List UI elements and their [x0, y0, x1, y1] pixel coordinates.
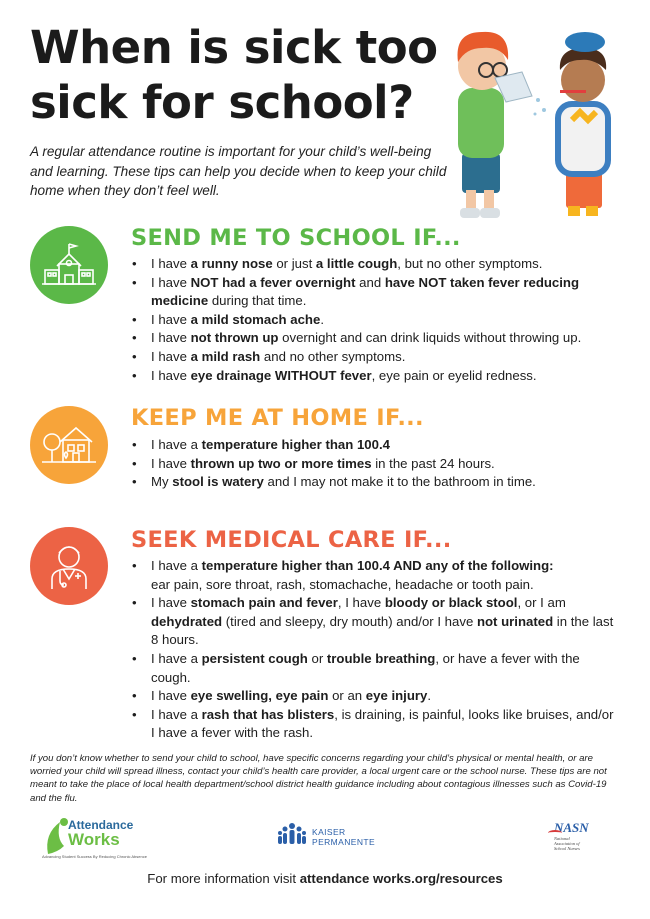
tip-emphasis: NOT had a fever overnight — [190, 274, 356, 290]
keep-at-home-badge — [30, 406, 108, 484]
nasn-sub-line-2: Association of — [554, 841, 580, 846]
tip-item — [132, 311, 617, 330]
footer — [0, 871, 650, 886]
send-to-school-badge — [30, 226, 108, 304]
tip-emphasis: eye swelling, eye pain — [190, 688, 329, 704]
tip-emphasis: bloody or black stool — [384, 595, 518, 611]
tip-text: I have — [151, 311, 191, 327]
tip-emphasis: a little cough — [315, 256, 398, 271]
kaiser-name-line-1: KAISER — [312, 827, 346, 837]
tip-text: , I have — [337, 595, 385, 611]
tip-item — [132, 329, 617, 348]
tip-item — [132, 473, 617, 492]
house-icon — [30, 406, 108, 484]
kaiser-permanente-logo — [277, 822, 377, 852]
tip-emphasis: temperature higher than 100.4 AND any of the following: — [201, 558, 554, 573]
nasn-logo — [548, 820, 608, 860]
tip-text: I have — [151, 348, 191, 364]
nasn-sub-line-3: School Nurses — [554, 846, 580, 851]
boy-sneezing-figure — [458, 32, 547, 218]
tip-text: I have — [151, 256, 191, 271]
tip-text: , or I am — [517, 595, 566, 611]
tip-text: or — [307, 650, 327, 666]
tip-text: and — [355, 274, 385, 290]
tip-text: , but no other symptoms. — [397, 256, 543, 271]
tip-text: (tired and sleepy, dry mouth) and/or I have — [222, 613, 477, 629]
tip-item — [132, 455, 617, 474]
nasn-name: NASN — [554, 820, 589, 835]
tip-text: My — [151, 474, 173, 490]
page-title — [30, 20, 450, 130]
tip-emphasis: persistent cough — [201, 650, 308, 666]
intro-text: A regular attendance routine is important for your child’s well-being and learning. These tips can help you decide when to keep your child home when they don’t feel well. — [30, 144, 447, 198]
tip-text: , eye pain or eyelid redness. — [371, 367, 537, 383]
tip-text: . — [427, 688, 432, 704]
tip-emphasis: thrown up two or more times — [190, 455, 372, 471]
tip-item — [132, 367, 617, 386]
kaiser-name-line-2: PERMANENTE — [312, 837, 376, 847]
tip-text: and I may not make it to the bathroom in time. — [263, 474, 536, 490]
doctor-icon — [30, 527, 108, 605]
tip-text: in the last 8 hours. — [151, 613, 614, 648]
tip-emphasis: eye injury — [365, 688, 428, 704]
tip-item — [132, 348, 617, 367]
attendance-works-name-line-1: Attendance — [68, 818, 134, 832]
tip-emphasis: have NOT taken fever reducing medicine — [151, 274, 580, 309]
tip-emphasis: trouble breathing — [326, 650, 436, 666]
send-to-school-heading: SEND ME TO SCHOOL IF... — [131, 225, 461, 251]
seek-medical-care-badge — [30, 527, 108, 605]
seek-medical-care-heading: SEEK MEDICAL CARE IF... — [131, 527, 452, 553]
tip-text: or an — [328, 688, 366, 704]
tip-emphasis: not urinated — [476, 613, 554, 629]
send-to-school-list — [132, 255, 617, 385]
disclaimer-text: If you don’t know whether to send your child to school, have specific concerns regarding your child’s physical or mental health, or are worried your child will spread illness, contact your child’s health care provider, a local urgent care or the school nurse. These tips are not meant to take the place of local health department/school district health guidance including about contagious illnesses such as Covid-19 and the flu. — [30, 753, 607, 804]
tip-text: ear pain, sore throat, rash, stomachache, headache or tooth pain. — [151, 576, 534, 592]
tip-text: I have a — [151, 650, 202, 666]
tip-text: . — [320, 311, 324, 327]
nasn-sub-line-1: National — [554, 836, 570, 841]
tip-emphasis: a runny nose — [190, 256, 273, 271]
tip-item — [132, 436, 617, 455]
tip-emphasis: a mild rash — [190, 348, 261, 364]
tip-emphasis: not thrown up — [190, 330, 279, 346]
tip-emphasis: stomach pain and fever — [190, 595, 338, 611]
tip-text: I have — [151, 595, 191, 611]
tip-text: , or have a fever with the cough. — [151, 650, 580, 685]
tip-text: I have a — [151, 706, 202, 722]
tip-text: I have — [151, 688, 191, 704]
tip-item — [132, 274, 617, 311]
tip-text: overnight and can drink liquids without throwing up. — [278, 330, 582, 346]
tip-item — [132, 255, 617, 274]
tip-text: I have — [151, 330, 191, 346]
attendance-works-name-line-2: Works — [68, 830, 120, 849]
sick-children-illustration — [440, 18, 630, 223]
keep-at-home-heading: KEEP ME AT HOME IF... — [131, 405, 424, 431]
tip-item — [132, 557, 617, 594]
kaiser-people-icon — [277, 822, 307, 848]
keep-at-home-list — [132, 436, 617, 492]
tip-text: I have a — [151, 437, 202, 452]
footer-prefix: For more information visit — [147, 871, 300, 886]
seek-medical-care-list — [132, 557, 617, 743]
tip-text: I have — [151, 367, 191, 383]
school-building-icon — [30, 226, 108, 304]
tip-emphasis: rash that has blisters — [201, 706, 335, 722]
tip-text: and no other symptoms. — [260, 348, 406, 364]
tip-text: I have a — [151, 558, 202, 573]
attendance-works-tagline: Advancing Student Success By Reducing Chronic Absence — [42, 854, 147, 859]
tip-emphasis: eye drainage WITHOUT fever — [190, 367, 372, 383]
tip-text: during that time. — [208, 293, 307, 309]
tip-emphasis: dehydrated — [151, 613, 223, 629]
tip-text: I have — [151, 274, 191, 290]
tip-emphasis: stool is watery — [172, 474, 264, 490]
tip-text: , is draining, is painful, looks like bruises, and/or I have a fever with the rash. — [151, 706, 614, 741]
page-title-line-2: sick for school? — [30, 76, 414, 129]
tip-item — [132, 706, 617, 743]
page-title-line-1: When is sick too — [30, 21, 438, 74]
attendance-works-logo — [42, 814, 152, 862]
tip-emphasis: temperature higher than 100.4 — [201, 437, 390, 452]
footer-link[interactable]: attendance works.org/resources — [299, 871, 503, 886]
tip-item — [132, 650, 617, 687]
tip-text: or just — [272, 256, 316, 271]
tip-text: in the past 24 hours. — [371, 455, 495, 471]
tip-text: I have — [151, 455, 191, 471]
tip-item — [132, 687, 617, 706]
tip-item — [132, 594, 617, 650]
tip-emphasis: a mild stomach ache — [190, 311, 321, 327]
boy-with-thermometer-figure — [558, 32, 608, 216]
